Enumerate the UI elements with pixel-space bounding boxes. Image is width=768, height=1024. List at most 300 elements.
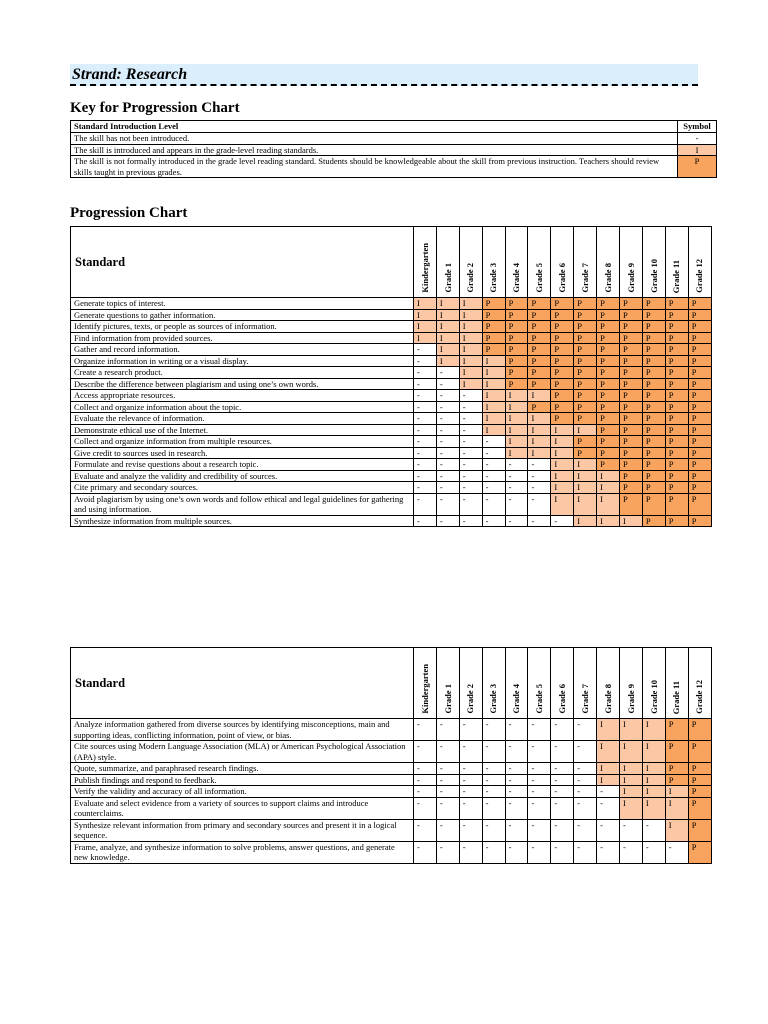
standard-cell: Organize information in writing or a visual display. (71, 355, 414, 367)
grade-mark-cell: P (665, 436, 688, 448)
grade-header (597, 227, 620, 298)
grade-mark-cell: P (688, 797, 711, 819)
grade-mark-cell: - (436, 447, 459, 459)
grade-header (642, 227, 665, 298)
grade-mark-cell: I (436, 332, 459, 344)
grade-mark-cell: P (665, 367, 688, 379)
grade-label: Grade 2 (465, 684, 476, 714)
standard-cell: Generate topics of interest. (71, 298, 414, 310)
grade-label: Grade 5 (534, 684, 545, 714)
grade-mark-cell: - (528, 493, 551, 515)
grade-mark-cell: - (482, 763, 505, 775)
grade-mark-cell: P (642, 332, 665, 344)
grade-mark-cell: I (620, 797, 643, 819)
grade-label: Grade 11 (671, 259, 682, 293)
grade-mark-cell: P (620, 413, 643, 425)
grade-mark-cell: - (551, 741, 574, 763)
grade-mark-cell: I (436, 355, 459, 367)
grade-mark-cell: P (688, 774, 711, 786)
key-row (71, 133, 717, 145)
grade-label: Grade 9 (625, 263, 636, 293)
grade-header (597, 648, 620, 719)
grade-mark-cell: P (505, 367, 528, 379)
grade-mark-cell: P (597, 332, 620, 344)
grade-mark-cell: - (414, 841, 437, 863)
grade-mark-cell: P (665, 470, 688, 482)
grade-header (688, 648, 711, 719)
grade-mark-cell: - (482, 741, 505, 763)
grade-label: Grade 7 (579, 684, 590, 714)
grade-mark-cell: - (597, 786, 620, 798)
grade-mark-cell: - (459, 493, 482, 515)
grade-mark-cell: - (574, 819, 597, 841)
grade-mark-cell: P (505, 344, 528, 356)
table-row (71, 482, 712, 494)
standard-cell: Avoid plagiarism by using one’s own words and follow ethical and legal guidelines for gathering and using information. (71, 493, 414, 515)
grade-mark-cell: - (414, 819, 437, 841)
standard-cell: Cite primary and secondary sources. (71, 482, 414, 494)
strand-title: Strand: Research (70, 64, 698, 86)
grade-mark-cell: P (620, 298, 643, 310)
grade-mark-cell: - (574, 741, 597, 763)
grade-mark-cell: P (665, 719, 688, 741)
grade-mark-cell: I (505, 447, 528, 459)
grade-mark-cell: I (620, 763, 643, 775)
grade-mark-cell: P (528, 344, 551, 356)
grade-mark-cell: - (551, 719, 574, 741)
grade-mark-cell: - (597, 841, 620, 863)
grade-mark-cell: - (528, 819, 551, 841)
grade-label: Grade 8 (602, 263, 613, 293)
grade-mark-cell: - (436, 515, 459, 527)
grade-mark-cell: I (505, 424, 528, 436)
grade-mark-cell: - (574, 797, 597, 819)
table-row (71, 797, 712, 819)
grade-mark-cell: P (688, 741, 711, 763)
key-row-text: The skill is not formally introduced in the grade level reading standard. Students should be knowledgeable about the skill from previous instruction. Teachers should review skills taught in previous grades. (71, 156, 678, 178)
table-row (71, 424, 712, 436)
grade-mark-cell: P (688, 447, 711, 459)
grade-mark-cell: P (620, 424, 643, 436)
standard-cell: Evaluate the relevance of information. (71, 413, 414, 425)
standard-header: Standard (71, 227, 414, 298)
grade-mark-cell: P (597, 424, 620, 436)
grade-mark-cell: - (505, 470, 528, 482)
grade-mark-cell: P (688, 401, 711, 413)
grade-mark-cell: - (528, 797, 551, 819)
grade-mark-cell: - (436, 763, 459, 775)
grade-mark-cell: - (459, 774, 482, 786)
grade-mark-cell: I (551, 493, 574, 515)
grade-mark-cell: - (436, 413, 459, 425)
grade-mark-cell: - (436, 390, 459, 402)
grade-mark-cell: - (505, 797, 528, 819)
grade-mark-cell: P (620, 436, 643, 448)
grade-mark-cell: I (620, 515, 643, 527)
grade-mark-cell: P (665, 332, 688, 344)
grade-mark-cell: P (665, 378, 688, 390)
grade-mark-cell: I (665, 819, 688, 841)
grade-mark-cell: I (459, 367, 482, 379)
grade-mark-cell: - (482, 819, 505, 841)
grade-mark-cell: I (642, 763, 665, 775)
grade-mark-cell: - (482, 482, 505, 494)
grade-mark-cell: - (459, 515, 482, 527)
grade-mark-cell: P (620, 378, 643, 390)
grade-mark-cell: - (459, 401, 482, 413)
grade-mark-cell: P (642, 321, 665, 333)
grade-mark-cell: I (436, 309, 459, 321)
grade-label: Grade 8 (602, 684, 613, 714)
grade-mark-cell: - (505, 459, 528, 471)
grade-header (414, 227, 437, 298)
grade-header (620, 648, 643, 719)
grade-mark-cell: P (642, 424, 665, 436)
grade-mark-cell: P (688, 378, 711, 390)
grade-label: Grade 12 (694, 680, 705, 714)
grade-mark-cell: - (482, 515, 505, 527)
grade-mark-cell: I (574, 515, 597, 527)
grade-mark-cell: P (642, 447, 665, 459)
grade-mark-cell: - (574, 786, 597, 798)
key-header-row (71, 121, 717, 133)
grade-mark-cell: - (436, 841, 459, 863)
progression-heading: Progression Chart (70, 205, 188, 221)
table-row (71, 786, 712, 798)
key-row (71, 156, 717, 178)
grade-mark-cell: - (414, 424, 437, 436)
grade-mark-cell: - (459, 413, 482, 425)
grade-mark-cell: P (665, 344, 688, 356)
grade-mark-cell: P (482, 298, 505, 310)
standard-cell: Evaluate and select evidence from a variety of sources to support claims and introduce counterclaims. (71, 797, 414, 819)
grade-mark-cell: P (574, 298, 597, 310)
grade-mark-cell: P (551, 355, 574, 367)
grade-label: Grade 6 (557, 684, 568, 714)
grade-mark-cell: P (688, 309, 711, 321)
grade-mark-cell: P (642, 355, 665, 367)
grade-mark-cell: - (459, 436, 482, 448)
grade-mark-cell: P (688, 482, 711, 494)
grade-header (574, 648, 597, 719)
grade-mark-cell: I (505, 413, 528, 425)
grade-mark-cell: P (482, 332, 505, 344)
grade-mark-cell: - (528, 774, 551, 786)
grade-mark-cell: - (459, 819, 482, 841)
grade-mark-cell: P (551, 298, 574, 310)
key-row-text: The skill is introduced and appears in the grade-level reading standards. (71, 144, 678, 156)
grade-mark-cell: P (620, 309, 643, 321)
grade-mark-cell: - (414, 493, 437, 515)
grade-mark-cell: I (574, 493, 597, 515)
grade-mark-cell: - (414, 774, 437, 786)
grade-mark-cell: I (620, 786, 643, 798)
grade-mark-cell: P (574, 321, 597, 333)
grade-mark-cell: - (459, 797, 482, 819)
grade-mark-cell: P (642, 515, 665, 527)
grade-mark-cell: P (665, 447, 688, 459)
grade-header (528, 227, 551, 298)
standard-cell: Frame, analyze, and synthesize information to solve problems, answer questions, and generate new knowledge. (71, 841, 414, 863)
table-row (71, 309, 712, 321)
grade-mark-cell: - (642, 841, 665, 863)
grade-header (574, 227, 597, 298)
grade-mark-cell: - (597, 797, 620, 819)
grade-mark-cell: P (688, 367, 711, 379)
grade-mark-cell: - (459, 741, 482, 763)
grade-mark-cell: - (414, 515, 437, 527)
grade-mark-cell: - (436, 424, 459, 436)
grade-mark-cell: P (597, 355, 620, 367)
grade-mark-cell: P (688, 763, 711, 775)
grade-mark-cell: P (620, 355, 643, 367)
grade-mark-cell: I (574, 470, 597, 482)
key-table (70, 120, 717, 178)
grade-mark-cell: P (642, 459, 665, 471)
grade-mark-cell: P (482, 344, 505, 356)
standard-cell: Access appropriate resources. (71, 390, 414, 402)
grade-mark-cell: - (459, 719, 482, 741)
table-row (71, 355, 712, 367)
grade-mark-cell: P (597, 436, 620, 448)
grade-mark-cell: I (551, 436, 574, 448)
grade-mark-cell: P (688, 786, 711, 798)
grade-mark-cell: P (642, 401, 665, 413)
grade-mark-cell: P (665, 763, 688, 775)
grade-mark-cell: P (620, 367, 643, 379)
grade-mark-cell: I (482, 401, 505, 413)
grade-mark-cell: I (665, 786, 688, 798)
grade-label: Grade 12 (694, 259, 705, 293)
grade-header (482, 648, 505, 719)
grade-mark-cell: P (688, 344, 711, 356)
grade-mark-cell: P (597, 321, 620, 333)
grade-header (620, 227, 643, 298)
grade-mark-cell: I (597, 493, 620, 515)
standard-cell: Describe the difference between plagiarism and using one’s own words. (71, 378, 414, 390)
grade-mark-cell: I (642, 797, 665, 819)
key-row-symbol: P (678, 156, 717, 178)
grade-mark-cell: I (551, 459, 574, 471)
grade-mark-cell: - (505, 774, 528, 786)
grade-mark-cell: - (482, 774, 505, 786)
grade-mark-cell: P (642, 367, 665, 379)
grade-mark-cell: P (688, 332, 711, 344)
grade-mark-cell: - (436, 493, 459, 515)
table-row (71, 367, 712, 379)
grade-mark-cell: - (436, 797, 459, 819)
grade-mark-cell: P (597, 390, 620, 402)
grade-mark-cell: P (665, 424, 688, 436)
grade-mark-cell: P (551, 321, 574, 333)
grade-mark-cell: P (620, 344, 643, 356)
grade-mark-cell: - (482, 470, 505, 482)
table-row (71, 841, 712, 863)
grade-mark-cell: - (459, 459, 482, 471)
table-row (71, 321, 712, 333)
grade-mark-cell: P (665, 390, 688, 402)
grade-mark-cell: P (551, 390, 574, 402)
grade-mark-cell: - (528, 459, 551, 471)
grade-mark-cell: - (574, 719, 597, 741)
grade-mark-cell: I (482, 367, 505, 379)
grade-label: Grade 11 (671, 680, 682, 714)
grade-mark-cell: - (436, 482, 459, 494)
grade-mark-cell: I (597, 482, 620, 494)
grade-mark-cell: I (528, 413, 551, 425)
grade-mark-cell: - (482, 459, 505, 471)
grade-mark-cell: - (414, 436, 437, 448)
grade-mark-cell: - (482, 786, 505, 798)
grade-mark-cell: P (620, 390, 643, 402)
table-row (71, 390, 712, 402)
grade-mark-cell: P (620, 447, 643, 459)
grade-mark-cell: P (642, 378, 665, 390)
standard-cell: Formulate and revise questions about a research topic. (71, 459, 414, 471)
grade-mark-cell: P (665, 298, 688, 310)
standard-cell: Collect and organize information from multiple resources. (71, 436, 414, 448)
grade-mark-cell: P (528, 401, 551, 413)
table-row (71, 515, 712, 527)
grade-mark-cell: I (620, 774, 643, 786)
grade-mark-cell: I (436, 321, 459, 333)
standard-cell: Evaluate and analyze the validity and credibility of sources. (71, 470, 414, 482)
grade-header (528, 648, 551, 719)
standard-cell: Synthesize information from multiple sources. (71, 515, 414, 527)
key-heading: Key for Progression Chart (70, 100, 240, 116)
grade-mark-cell: - (482, 493, 505, 515)
grade-mark-cell: - (528, 786, 551, 798)
grade-mark-cell: - (505, 719, 528, 741)
grade-header (665, 648, 688, 719)
grade-mark-cell: P (505, 378, 528, 390)
grade-mark-cell: P (528, 321, 551, 333)
grade-mark-cell: P (574, 413, 597, 425)
grade-mark-cell: P (642, 344, 665, 356)
grade-mark-cell: I (505, 401, 528, 413)
grade-mark-cell: I (551, 482, 574, 494)
grade-mark-cell: I (459, 378, 482, 390)
standard-header: Standard (71, 648, 414, 719)
grade-mark-cell: P (665, 413, 688, 425)
table-row (71, 401, 712, 413)
grade-mark-cell: P (688, 515, 711, 527)
grade-mark-cell: I (459, 332, 482, 344)
grade-mark-cell: I (414, 309, 437, 321)
grade-header (436, 227, 459, 298)
table-row (71, 344, 712, 356)
grade-mark-cell: I (642, 786, 665, 798)
grade-mark-cell: - (436, 774, 459, 786)
grade-mark-cell: P (597, 367, 620, 379)
grade-mark-cell: - (551, 786, 574, 798)
grade-mark-cell: - (482, 841, 505, 863)
grade-mark-cell: P (574, 367, 597, 379)
grade-mark-cell: P (551, 332, 574, 344)
grade-mark-cell: - (414, 401, 437, 413)
grade-mark-cell: - (436, 378, 459, 390)
grade-mark-cell: - (459, 841, 482, 863)
grade-mark-cell: I (528, 390, 551, 402)
grade-mark-cell: P (688, 719, 711, 741)
table-row (71, 719, 712, 741)
grade-mark-cell: I (620, 741, 643, 763)
grade-mark-cell: - (528, 470, 551, 482)
grade-mark-cell: P (688, 298, 711, 310)
grade-mark-cell: - (436, 459, 459, 471)
grade-mark-cell: P (620, 401, 643, 413)
grade-mark-cell: I (597, 741, 620, 763)
table-header-row (71, 648, 712, 719)
grade-mark-cell: P (574, 344, 597, 356)
standard-cell: Analyze information gathered from diverse sources by identifying misconceptions, main and supporting ideas, conflicting information, point of view, or bias. (71, 719, 414, 741)
grade-mark-cell: P (665, 459, 688, 471)
grade-mark-cell: P (597, 401, 620, 413)
grade-mark-cell: - (459, 424, 482, 436)
grade-mark-cell: P (688, 459, 711, 471)
progression-table-1 (70, 226, 712, 527)
grade-mark-cell: - (528, 482, 551, 494)
grade-label: Kindergarten (419, 664, 430, 714)
grade-mark-cell: - (414, 741, 437, 763)
grade-mark-cell: I (528, 436, 551, 448)
grade-mark-cell: - (459, 470, 482, 482)
grade-label: Grade 3 (488, 263, 499, 293)
grade-mark-cell: P (665, 321, 688, 333)
grade-header (505, 227, 528, 298)
standard-cell: Generate questions to gather information. (71, 309, 414, 321)
grade-header (414, 648, 437, 719)
table-row (71, 447, 712, 459)
table-row (71, 763, 712, 775)
grade-mark-cell: - (574, 763, 597, 775)
grade-mark-cell: P (574, 390, 597, 402)
grade-mark-cell: - (574, 841, 597, 863)
grade-mark-cell: I (551, 447, 574, 459)
grade-mark-cell: - (642, 819, 665, 841)
grade-mark-cell: P (642, 470, 665, 482)
grade-mark-cell: P (620, 482, 643, 494)
grade-mark-cell: P (688, 470, 711, 482)
grade-mark-cell: - (597, 819, 620, 841)
grade-mark-cell: - (414, 344, 437, 356)
grade-mark-cell: I (597, 763, 620, 775)
grade-mark-cell: I (459, 344, 482, 356)
grade-mark-cell: P (642, 493, 665, 515)
grade-mark-cell: - (528, 515, 551, 527)
table-row (71, 436, 712, 448)
grade-mark-cell: - (414, 390, 437, 402)
key-row-symbol: - (678, 133, 717, 145)
grade-mark-cell: - (414, 763, 437, 775)
grade-mark-cell: P (574, 447, 597, 459)
grade-mark-cell: - (528, 719, 551, 741)
grade-mark-cell: I (642, 741, 665, 763)
grade-mark-cell: P (688, 819, 711, 841)
grade-mark-cell: P (688, 436, 711, 448)
grade-mark-cell: - (436, 401, 459, 413)
grade-mark-cell: P (642, 413, 665, 425)
grade-label: Grade 6 (557, 263, 568, 293)
table-row (71, 332, 712, 344)
standard-cell: Cite sources using Modern Language Association (MLA) or American Psychological Association (APA) style. (71, 741, 414, 763)
grade-mark-cell: P (620, 493, 643, 515)
grade-mark-cell: P (528, 355, 551, 367)
grade-mark-cell: P (620, 332, 643, 344)
grade-mark-cell: - (482, 797, 505, 819)
grade-mark-cell: - (505, 841, 528, 863)
grade-mark-cell: P (665, 309, 688, 321)
